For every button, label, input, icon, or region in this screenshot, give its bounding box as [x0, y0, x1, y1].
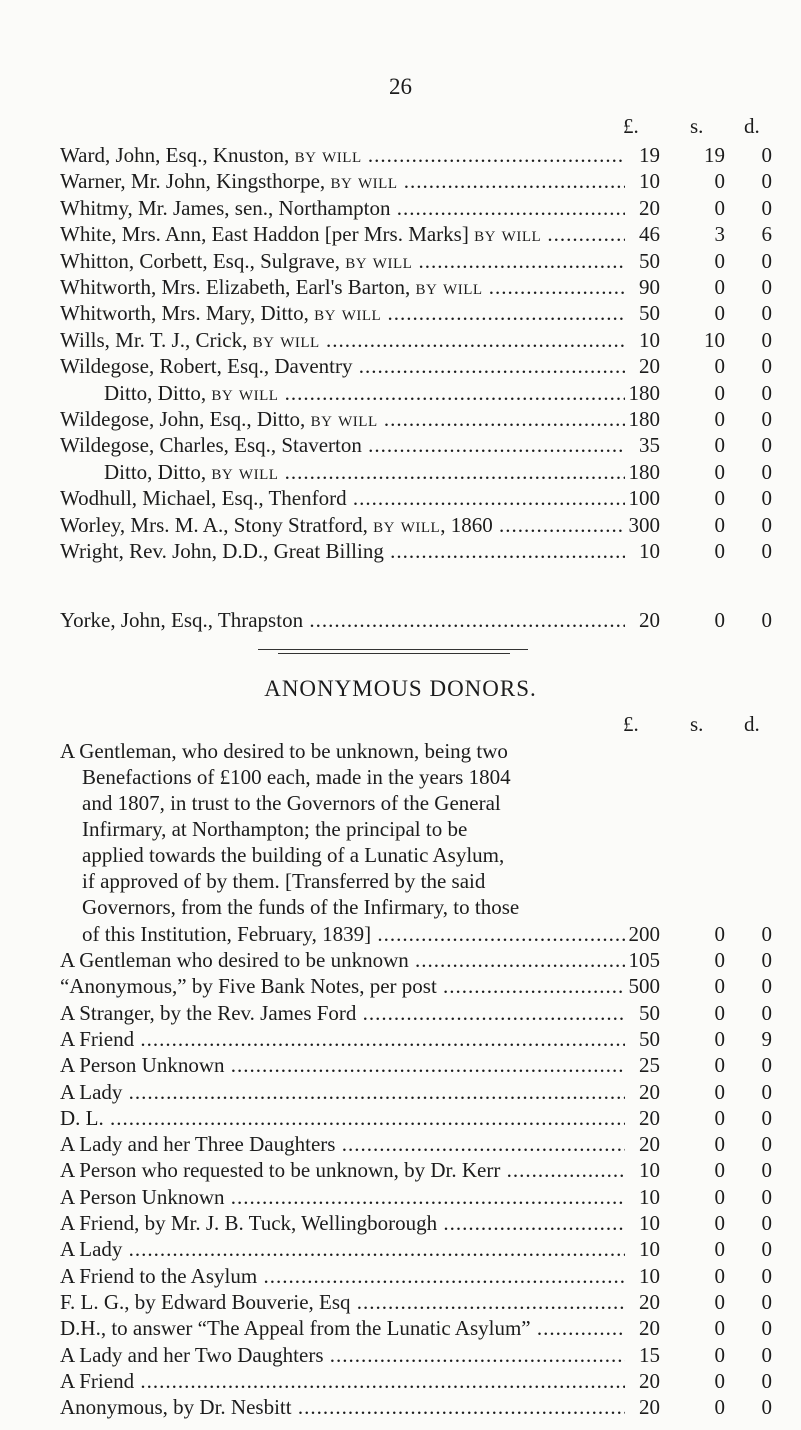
pounds-value: 50 [639, 248, 660, 273]
entry-line: Infirmary, at Northampton; the principal to be [82, 817, 468, 841]
donor-name: Wills, Mr. T. J., Crick, by will ..... [60, 326, 625, 354]
donor-name: A Person Unknown ..... [60, 1183, 625, 1211]
pounds-value: 100 [628, 486, 660, 511]
entry-line: Benefactions of £100 each, made in the years 1804 [82, 765, 511, 789]
pounds-value: 19 [639, 143, 660, 167]
pounds-value: 200 [628, 922, 660, 946]
donor-name: Whitworth, Mrs. Elizabeth, Earl's Barton, by will ..... [60, 273, 625, 301]
pence-value: 0 [761, 380, 772, 405]
donor-name: D.H., to answer “The Appeal from the Lunatic Asylum” ..... [60, 1314, 625, 1342]
donor-name: Worley, Mrs. M. A., Stony Stratford, by will, 1860 ..... [60, 511, 625, 539]
pence-value: 0 [761, 407, 772, 431]
pounds-value: 10 [639, 1184, 660, 1209]
pence-value: 0 [761, 1368, 772, 1393]
shillings-value: 0 [714, 1289, 725, 1314]
pounds-value: 20 [639, 608, 660, 632]
pence-value: 0 [761, 1132, 772, 1157]
by-will-marker: by will [314, 301, 382, 326]
donor-row [60, 1288, 780, 1316]
donor-row [60, 1209, 780, 1237]
donor-row [60, 273, 780, 301]
pence-header-top: d. [744, 114, 760, 138]
donor-name: A Gentleman who desired to be unknown ..... [60, 946, 625, 974]
donor-name: Ditto, Ditto, by will ..... [60, 379, 625, 407]
donor-name: Wright, Rev. John, D.D., Great Billing ..... [60, 537, 625, 565]
donor-row [60, 220, 780, 248]
donor-row [60, 352, 780, 380]
donor-name: D. L. ..... [60, 1104, 625, 1132]
pence-value: 0 [761, 143, 772, 167]
pence-value: 0 [761, 486, 772, 511]
shillings-value: 0 [714, 1105, 725, 1130]
shillings-value: 0 [714, 512, 725, 537]
donor-row [60, 1051, 780, 1079]
shillings-value: 0 [714, 922, 725, 946]
donor-row [60, 458, 780, 486]
shillings-header-top: s. [690, 114, 704, 138]
donor-row [60, 1078, 780, 1106]
pounds-value: 20 [639, 1316, 660, 1341]
shillings-value: 0 [714, 301, 725, 326]
shillings-value: 19 [704, 143, 725, 167]
shillings-value: 0 [714, 380, 725, 405]
donor-row [60, 1262, 780, 1290]
shillings-value: 0 [714, 1316, 725, 1341]
pence-value: 0 [761, 301, 772, 326]
pounds-value: 20 [639, 1132, 660, 1157]
pence-value: 0 [761, 922, 772, 946]
shillings-value: 0 [714, 459, 725, 484]
shillings-value: 0 [714, 1132, 725, 1157]
page-number: 26 [389, 74, 412, 99]
pence-value: 0 [761, 948, 772, 972]
shillings-value: 0 [714, 1395, 725, 1420]
donor-row [60, 946, 780, 974]
donor-row [60, 167, 780, 195]
pounds-value: 10 [639, 539, 660, 563]
donor-name: Wildegose, Charles, Esq., Staverton ..... [60, 431, 625, 459]
pounds-value: 20 [639, 1105, 660, 1130]
donor-name: A Friend ..... [60, 1025, 625, 1053]
by-will-marker: by will [474, 222, 542, 247]
donor-row [60, 1104, 780, 1132]
pence-value: 0 [761, 354, 772, 379]
pounds-value: 10 [639, 327, 660, 352]
yorke-row [60, 606, 780, 634]
donor-row [60, 484, 780, 512]
shillings-value: 0 [714, 1184, 725, 1209]
donor-name: A Lady ..... [60, 1078, 625, 1106]
shillings-value: 0 [714, 1000, 725, 1025]
pounds-value: 10 [639, 1158, 660, 1183]
donor-row [60, 1183, 780, 1211]
donor-name: A Friend to the Asylum ..... [60, 1262, 625, 1290]
pounds-value: 10 [639, 1211, 660, 1235]
pence-value: 0 [761, 512, 772, 537]
shillings-value: 0 [714, 1158, 725, 1183]
entry-line: Governors, from the funds of the Infirmary, to those [82, 895, 520, 919]
shillings-value: 0 [714, 1263, 725, 1288]
donor-row [60, 431, 780, 459]
donor-row [60, 537, 780, 565]
donor-name: Warner, Mr. John, Kingsthorpe, by will ..... [60, 167, 625, 195]
pence-value: 0 [761, 1184, 772, 1209]
pounds-value: 20 [639, 195, 660, 220]
donor-name: A Person Unknown ..... [60, 1051, 625, 1079]
donor-name: Ditto, Ditto, by will ..... [60, 458, 625, 486]
section-divider [258, 649, 528, 650]
donor-row [60, 999, 780, 1027]
donor-name: “Anonymous,” by Five Bank Notes, per post ..... [60, 972, 625, 1000]
pounds-value: 105 [628, 948, 660, 972]
pence-value: 0 [761, 1316, 772, 1341]
pence-value: 0 [761, 1342, 772, 1367]
shillings-value: 0 [714, 433, 725, 458]
pence-header-anon: d. [744, 712, 760, 736]
donor-name: Wildegose, Robert, Esq., Daventry ..... [60, 352, 625, 380]
donor-row [60, 379, 780, 407]
donor-row [60, 1367, 780, 1395]
donor-row [60, 326, 780, 354]
donor-row [60, 1341, 780, 1369]
by-will-marker: by will [345, 248, 413, 273]
shillings-value: 3 [714, 222, 725, 247]
donor-name: A Friend ..... [60, 1367, 625, 1395]
donor-name: A Lady ..... [60, 1235, 625, 1263]
section-divider-thin [278, 653, 510, 654]
donor-row [60, 511, 780, 539]
pounds-value: 50 [639, 1000, 660, 1025]
by-will-marker: by will [252, 327, 320, 352]
pounds-value: 90 [639, 275, 660, 299]
donor-row [60, 247, 780, 275]
shillings-value: 0 [714, 974, 725, 999]
donor-row [60, 141, 780, 169]
pence-value: 0 [761, 169, 772, 194]
pence-value: 0 [761, 1237, 772, 1262]
pence-value: 6 [761, 222, 772, 247]
pence-value: 0 [761, 1395, 772, 1420]
by-will-marker: by will [330, 169, 398, 194]
pence-value: 0 [761, 195, 772, 220]
by-will-marker: by will [211, 459, 279, 484]
donor-row [60, 1025, 780, 1053]
donor-row [60, 1393, 780, 1421]
by-will-marker: by will [310, 407, 378, 431]
pence-value: 0 [761, 1263, 772, 1288]
shillings-value: 0 [714, 948, 725, 972]
pounds-value: 10 [639, 1263, 660, 1288]
donor-row [60, 1156, 780, 1184]
donor-name: Ward, John, Esq., Knuston, by will ..... [60, 141, 625, 169]
donor-name: Whitworth, Mrs. Mary, Ditto, by will ..... [60, 299, 625, 327]
shillings-value: 0 [714, 1053, 725, 1078]
donor-row [60, 194, 780, 222]
donor-name: A Friend, by Mr. J. B. Tuck, Wellingborough ..... [60, 1209, 625, 1237]
pence-value: 0 [761, 1211, 772, 1235]
donor-name: Anonymous, by Dr. Nesbitt ..... [60, 1393, 625, 1421]
shillings-value: 0 [714, 1211, 725, 1235]
pence-value: 0 [761, 248, 772, 273]
shillings-value: 0 [714, 248, 725, 273]
pounds-value: 180 [628, 459, 660, 484]
donor-row [60, 1130, 780, 1158]
pounds-header-top: £. [623, 114, 639, 138]
donor-row [60, 299, 780, 327]
donor-name: A Lady and her Two Daughters ..... [60, 1341, 625, 1369]
pounds-value: 15 [639, 1342, 660, 1367]
donor-row [60, 972, 780, 1000]
shillings-value: 0 [714, 486, 725, 511]
pence-value: 0 [761, 539, 772, 563]
first-anonymous-entry-text [60, 738, 650, 920]
pounds-value: 50 [639, 301, 660, 326]
pence-value: 0 [761, 275, 772, 299]
pounds-value: 180 [628, 407, 660, 431]
pounds-value: 180 [628, 380, 660, 405]
by-will-marker: by will [415, 275, 483, 299]
donor-name: F. L. G., by Edward Bouverie, Esq ..... [60, 1288, 625, 1316]
pounds-value: 20 [639, 354, 660, 379]
pence-value: 0 [761, 459, 772, 484]
donor-name: of this Institution, February, 1839] ..... [60, 920, 625, 948]
pence-value: 0 [761, 1000, 772, 1025]
pounds-value: 10 [639, 169, 660, 194]
donor-name: Wildegose, John, Esq., Ditto, by will ..... [60, 405, 625, 433]
by-will-marker: by will [294, 143, 362, 167]
donor-row [60, 1314, 780, 1342]
pence-value: 9 [761, 1026, 772, 1051]
pence-value: 0 [761, 327, 772, 352]
pounds-value: 20 [639, 1368, 660, 1393]
donor-name: Yorke, John, Esq., Thrapston ..... [60, 606, 625, 634]
pence-value: 0 [761, 974, 772, 999]
pounds-value: 500 [628, 974, 660, 999]
pounds-value: 35 [639, 433, 660, 458]
pounds-value: 20 [639, 1395, 660, 1420]
shillings-value: 0 [714, 539, 725, 563]
shillings-value: 0 [714, 354, 725, 379]
donor-name: Wodhull, Michael, Esq., Thenford ..... [60, 484, 625, 512]
pence-value: 0 [761, 1079, 772, 1104]
donor-name: A Stranger, by the Rev. James Ford ..... [60, 999, 625, 1027]
pounds-value: 50 [639, 1026, 660, 1051]
shillings-value: 0 [714, 275, 725, 299]
anonymous-donors-title: ANONYMOUS DONORS. [264, 676, 537, 701]
pence-value: 0 [761, 1105, 772, 1130]
pounds-value: 300 [628, 512, 660, 537]
pounds-value: 46 [639, 222, 660, 247]
pence-value: 0 [761, 433, 772, 458]
entry-line: if approved of by them. [Transferred by the said [82, 869, 486, 893]
pence-value: 0 [761, 1053, 772, 1078]
shillings-value: 0 [714, 195, 725, 220]
pence-value: 0 [761, 608, 772, 632]
donor-name: White, Mrs. Ann, East Haddon [per Mrs. Marks] by will ..... [60, 220, 625, 248]
entry-line: and 1807, in trust to the Governors of the General [82, 791, 501, 815]
shillings-value: 0 [714, 1237, 725, 1262]
shillings-value: 10 [704, 327, 725, 352]
donor-row [60, 1235, 780, 1263]
pounds-value: 20 [639, 1079, 660, 1104]
shillings-header-anon: s. [690, 712, 704, 736]
entry-line: applied towards the building of a Lunatic Asylum, [82, 843, 505, 867]
donor-name: Whitton, Corbett, Esq., Sulgrave, by will ..... [60, 247, 625, 275]
entry-line: A Gentleman, who desired to be unknown, being two [60, 739, 508, 763]
donor-name: A Person who requested to be unknown, by Dr. Kerr ..... [60, 1156, 625, 1184]
by-will-marker: by will [373, 512, 441, 537]
shillings-value: 0 [714, 608, 725, 632]
by-will-marker: by will [211, 380, 279, 405]
pounds-value: 25 [639, 1053, 660, 1078]
shillings-value: 0 [714, 407, 725, 431]
pounds-value: 10 [639, 1237, 660, 1262]
pounds-value: 20 [639, 1289, 660, 1314]
pence-value: 0 [761, 1158, 772, 1183]
pounds-header-anon: £. [623, 712, 639, 736]
shillings-value: 0 [714, 1026, 725, 1051]
shillings-value: 0 [714, 169, 725, 194]
pence-value: 0 [761, 1289, 772, 1314]
donor-name: Whitmy, Mr. James, sen., Northampton ..... [60, 194, 625, 222]
first-anonymous-entry-total [60, 920, 780, 948]
shillings-value: 0 [714, 1342, 725, 1367]
shillings-value: 0 [714, 1079, 725, 1104]
donor-row [60, 405, 780, 433]
shillings-value: 0 [714, 1368, 725, 1393]
donor-name: A Lady and her Three Daughters ..... [60, 1130, 625, 1158]
